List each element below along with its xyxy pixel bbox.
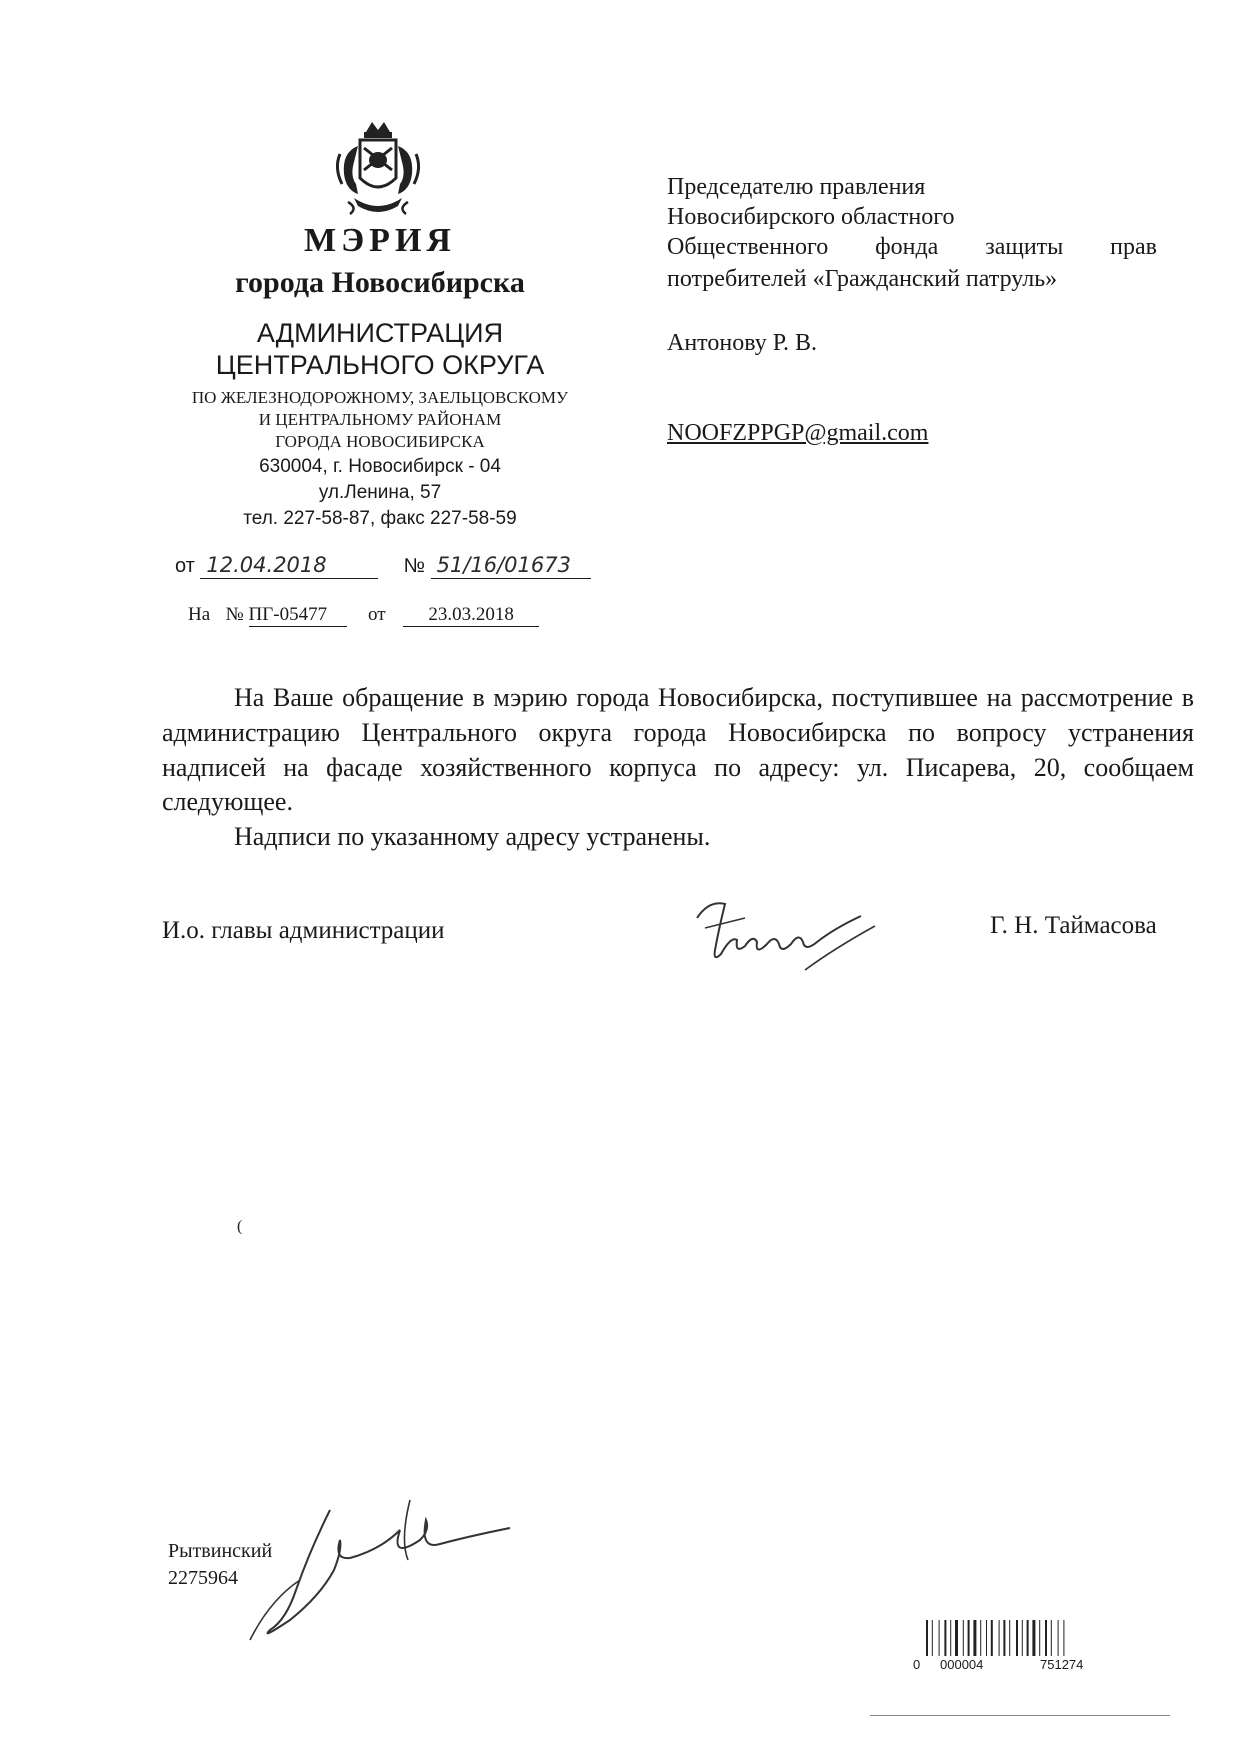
org-phone-line: тел. 227-58-87, факс 227-58-59 bbox=[243, 508, 517, 529]
coat-of-arms-icon bbox=[328, 118, 428, 223]
outgoing-number: 51/16/01673 bbox=[436, 553, 571, 577]
admin-title-line-3: ПО ЖЕЛЕЗНОДОРОЖНОМУ, ЗАЕЛЬЦОВСКОМУ bbox=[191, 388, 569, 407]
reply-number: ПГ-05477 bbox=[248, 604, 328, 625]
barcode-bar bbox=[963, 1620, 964, 1656]
barcode-bar bbox=[939, 1620, 940, 1656]
barcode-bar bbox=[968, 1620, 970, 1656]
reply-date: 23.03.2018 bbox=[428, 604, 514, 625]
barcode-bar bbox=[1045, 1620, 1047, 1656]
barcode-bar bbox=[999, 1620, 1000, 1656]
signatory-position: И.о. главы администрации bbox=[162, 917, 445, 944]
barcode-bar bbox=[986, 1620, 987, 1656]
barcode-bar bbox=[991, 1620, 993, 1656]
addressee-line-1: Председателю правления bbox=[667, 174, 926, 200]
barcode-bar bbox=[980, 1620, 981, 1656]
addressee-line-2: Новосибирского областного bbox=[667, 204, 955, 230]
reply-number-label: № bbox=[225, 604, 244, 625]
body-paragraph-2: Надписи по указанному адресу устранены. bbox=[234, 822, 711, 852]
barcode-digits-middle: 000004 bbox=[940, 1657, 984, 1672]
addressee-line-4: потребителей «Гражданский патруль» bbox=[667, 266, 1058, 292]
signatory-name: Г. Н. Таймасова bbox=[990, 912, 1157, 939]
bottom-rule bbox=[870, 1715, 1170, 1716]
outgoing-reference bbox=[175, 553, 591, 579]
barcode-bar bbox=[926, 1620, 928, 1656]
from-date: 12.04.2018 bbox=[206, 553, 327, 577]
barcode-bar bbox=[1051, 1620, 1052, 1656]
barcode bbox=[924, 1620, 1124, 1660]
barcode-bar bbox=[944, 1620, 946, 1656]
barcode-bar bbox=[1003, 1620, 1005, 1656]
barcode-bar bbox=[973, 1620, 976, 1656]
org-address-line-1: 630004, г. Новосибирск - 04 bbox=[259, 456, 501, 477]
barcode-bar bbox=[955, 1620, 958, 1656]
reply-from-label: от bbox=[368, 604, 386, 625]
admin-title-line-2: ЦЕНТРАЛЬНОГО ОКРУГА bbox=[215, 350, 545, 380]
barcode-bar bbox=[1022, 1620, 1023, 1656]
reply-date-field bbox=[403, 604, 539, 627]
barcode-bar bbox=[1016, 1620, 1018, 1656]
executor-name: Рытвинский bbox=[168, 1540, 273, 1562]
executor-phone: 2275964 bbox=[168, 1567, 238, 1589]
barcode-bar bbox=[950, 1620, 951, 1656]
org-address-line-2: ул.Ленина, 57 bbox=[318, 482, 442, 503]
barcode-digits-right: 751274 bbox=[1040, 1657, 1084, 1672]
barcode-digit-left: 0 bbox=[913, 1657, 921, 1672]
barcode-bar bbox=[1063, 1620, 1064, 1656]
barcode-bar bbox=[1058, 1620, 1059, 1656]
org-title: МЭРИЯ bbox=[304, 222, 456, 259]
number-field bbox=[431, 553, 591, 579]
reply-reference bbox=[188, 604, 539, 627]
addressee-name: Антонову Р. В. bbox=[667, 330, 818, 356]
barcode-bar bbox=[1009, 1620, 1010, 1656]
barcode-bar bbox=[1032, 1620, 1035, 1656]
reply-number-field bbox=[249, 604, 347, 627]
reply-label: На bbox=[188, 604, 211, 625]
barcode-bar bbox=[1039, 1620, 1040, 1656]
admin-title-line-1: АДМИНИСТРАЦИЯ bbox=[256, 318, 504, 348]
executor-signature bbox=[230, 1480, 530, 1650]
barcode-bar bbox=[932, 1620, 933, 1656]
number-label: № bbox=[403, 555, 425, 577]
addressee-line-3: Общественного фонда защиты прав bbox=[667, 234, 1157, 260]
handwritten-signature bbox=[685, 888, 885, 988]
from-label: от bbox=[175, 555, 195, 577]
org-city: города Новосибирска bbox=[235, 266, 525, 299]
stray-mark: ( bbox=[237, 1218, 243, 1235]
admin-title-line-4: И ЦЕНТРАЛЬНОМУ РАЙОНАМ bbox=[258, 410, 502, 429]
barcode-bar bbox=[1027, 1620, 1029, 1656]
from-date-field bbox=[200, 553, 378, 579]
addressee-email: NOOFZPPGP@gmail.com bbox=[667, 420, 929, 446]
letter-body bbox=[162, 681, 1194, 855]
body-paragraph-1: На Ваше обращение в мэрию города Новосибирска, поступившее на рассмотрение в администрацию Центрального округа города Новосибирска по вопросу устранения надписей на фасаде хозяйственного корпуса по адресу: ул. Писарева, 20, сообщаем следующее. bbox=[162, 683, 1194, 817]
admin-title-line-5: ГОРОДА НОВОСИБИРСКА bbox=[275, 432, 485, 451]
